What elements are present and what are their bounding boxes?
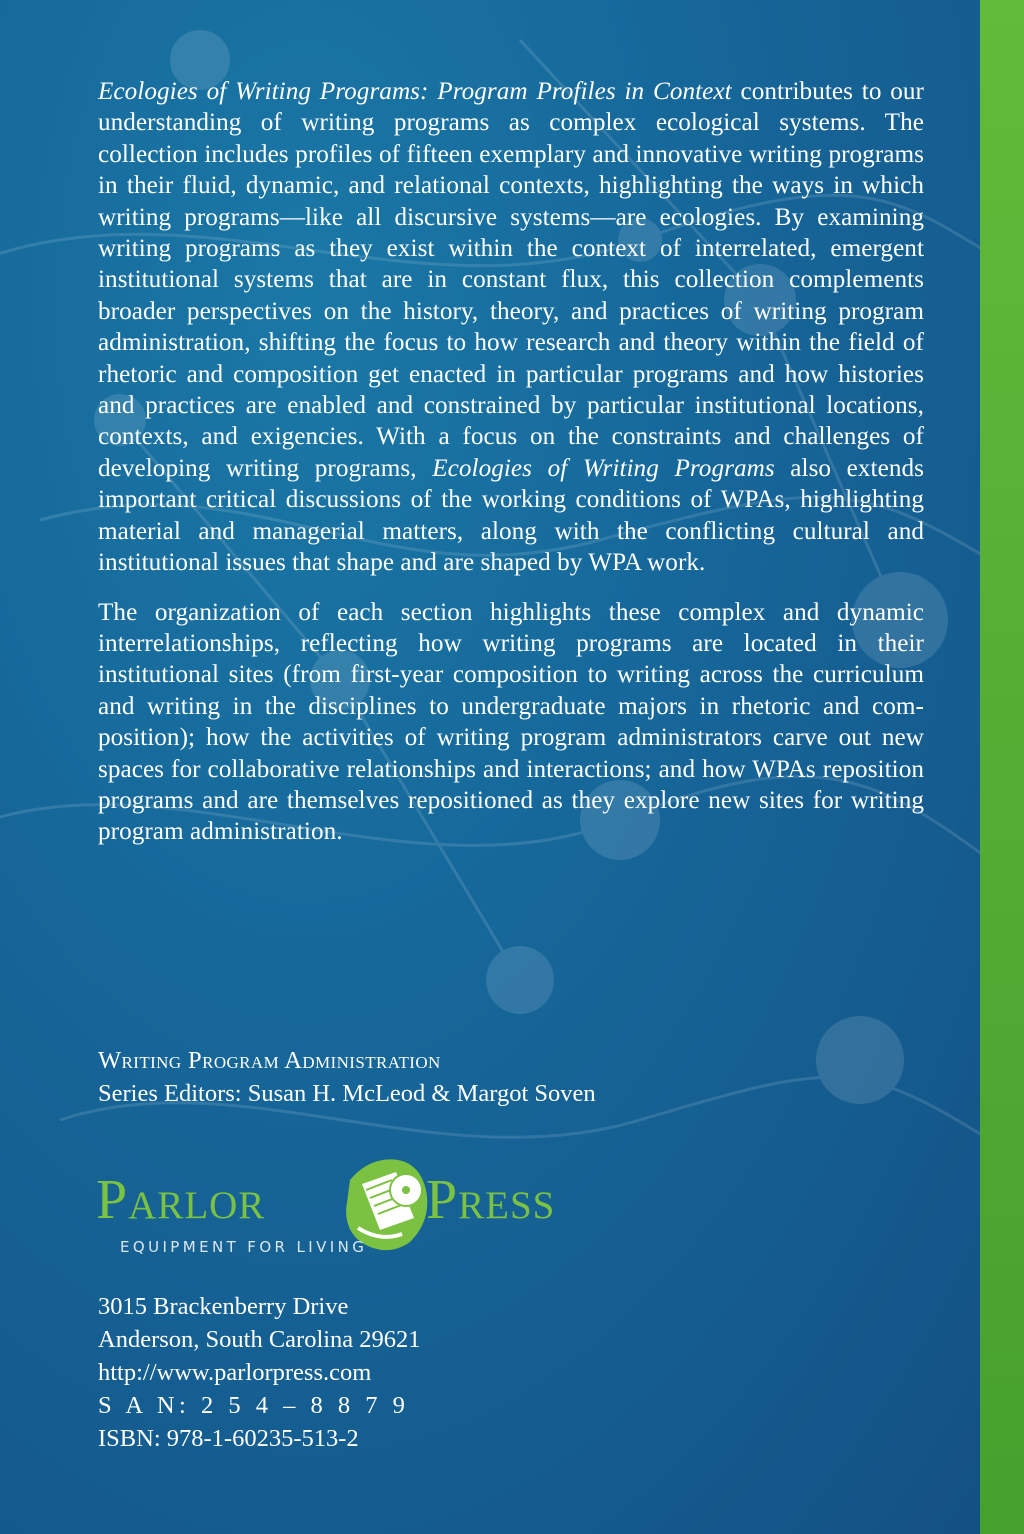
series-name: Writing Program Administration — [98, 1047, 441, 1074]
blurb-paragraph-2: The organization of each section highlights these complex and dynamic interrelationships, reflecting how writing programs are located in their institutional sites (from first-year composition to writing across the curriculum and writing in the disciplines to undergraduate majors in rhetoric and com-position); how the activities of writing program administrators carve out new spaces for collaborative relationships and interactions; and how WPAs reposition programs and are themselves repositioned as they explore new sites for writing program administration. — [98, 598, 924, 846]
isbn-number: ISBN: 978-1-60235-513-2 — [98, 1425, 359, 1452]
blurb-text-a: contributes to our understanding of writing programs as complex ecological systems. The collection includes profiles of fifteen exemplary and innovative writing programs in their fluid, dynamic, and relational contexts, highlighting the ways in which writing programs—like all discursive systems—are ecologies. By examining writing programs as they exist within the context of interrelated, emergent institutional systems that are in constant flux, this collection complements broader perspectives on the history, theory, and practices of writing program administration, shifting the focus to how research and theory within the field of rhetoric and composition get enacted in particular programs and how histories and practices are enabled and constrained by particular institutional locations, contexts, and exigencies. With a focus on the constraints and challenges of developing writing programs, — [98, 78, 924, 482]
san-number: S A N: 2 5 4 – 8 8 7 9 — [98, 1392, 410, 1419]
book-title-italic-2: Ecologies of Writing Programs — [432, 454, 775, 482]
spine-green-strip — [980, 0, 1024, 1534]
series-editors: Series Editors: Susan H. McLeod & Margot Soven — [98, 1080, 596, 1107]
blurb-text-b: also extends important critical discussions of the working conditions of WPAs, highlighting material and managerial matters, along with the conflicting cultural and institutional issues that shape and are shaped by WPA work. — [98, 454, 924, 577]
publisher-logo — [96, 1150, 616, 1262]
publisher-address — [98, 1290, 421, 1455]
series-info — [98, 1044, 596, 1110]
logo-tagline: EQUIPMENT FOR LIVING — [120, 1238, 368, 1256]
logo-word-parlor: Parlor — [96, 1169, 266, 1231]
book-title-italic: Ecologies of Writing Programs: Program Profiles in Context — [98, 78, 732, 105]
logo-word-press: Press — [426, 1169, 556, 1231]
publisher-url: http://www.parlorpress.com — [98, 1359, 372, 1386]
address-street: 3015 Brackenberry Drive — [98, 1293, 349, 1320]
blurb-paragraph-1 — [98, 76, 924, 579]
back-cover-blurb — [98, 76, 924, 848]
address-city: Anderson, South Carolina 29621 — [98, 1326, 421, 1353]
